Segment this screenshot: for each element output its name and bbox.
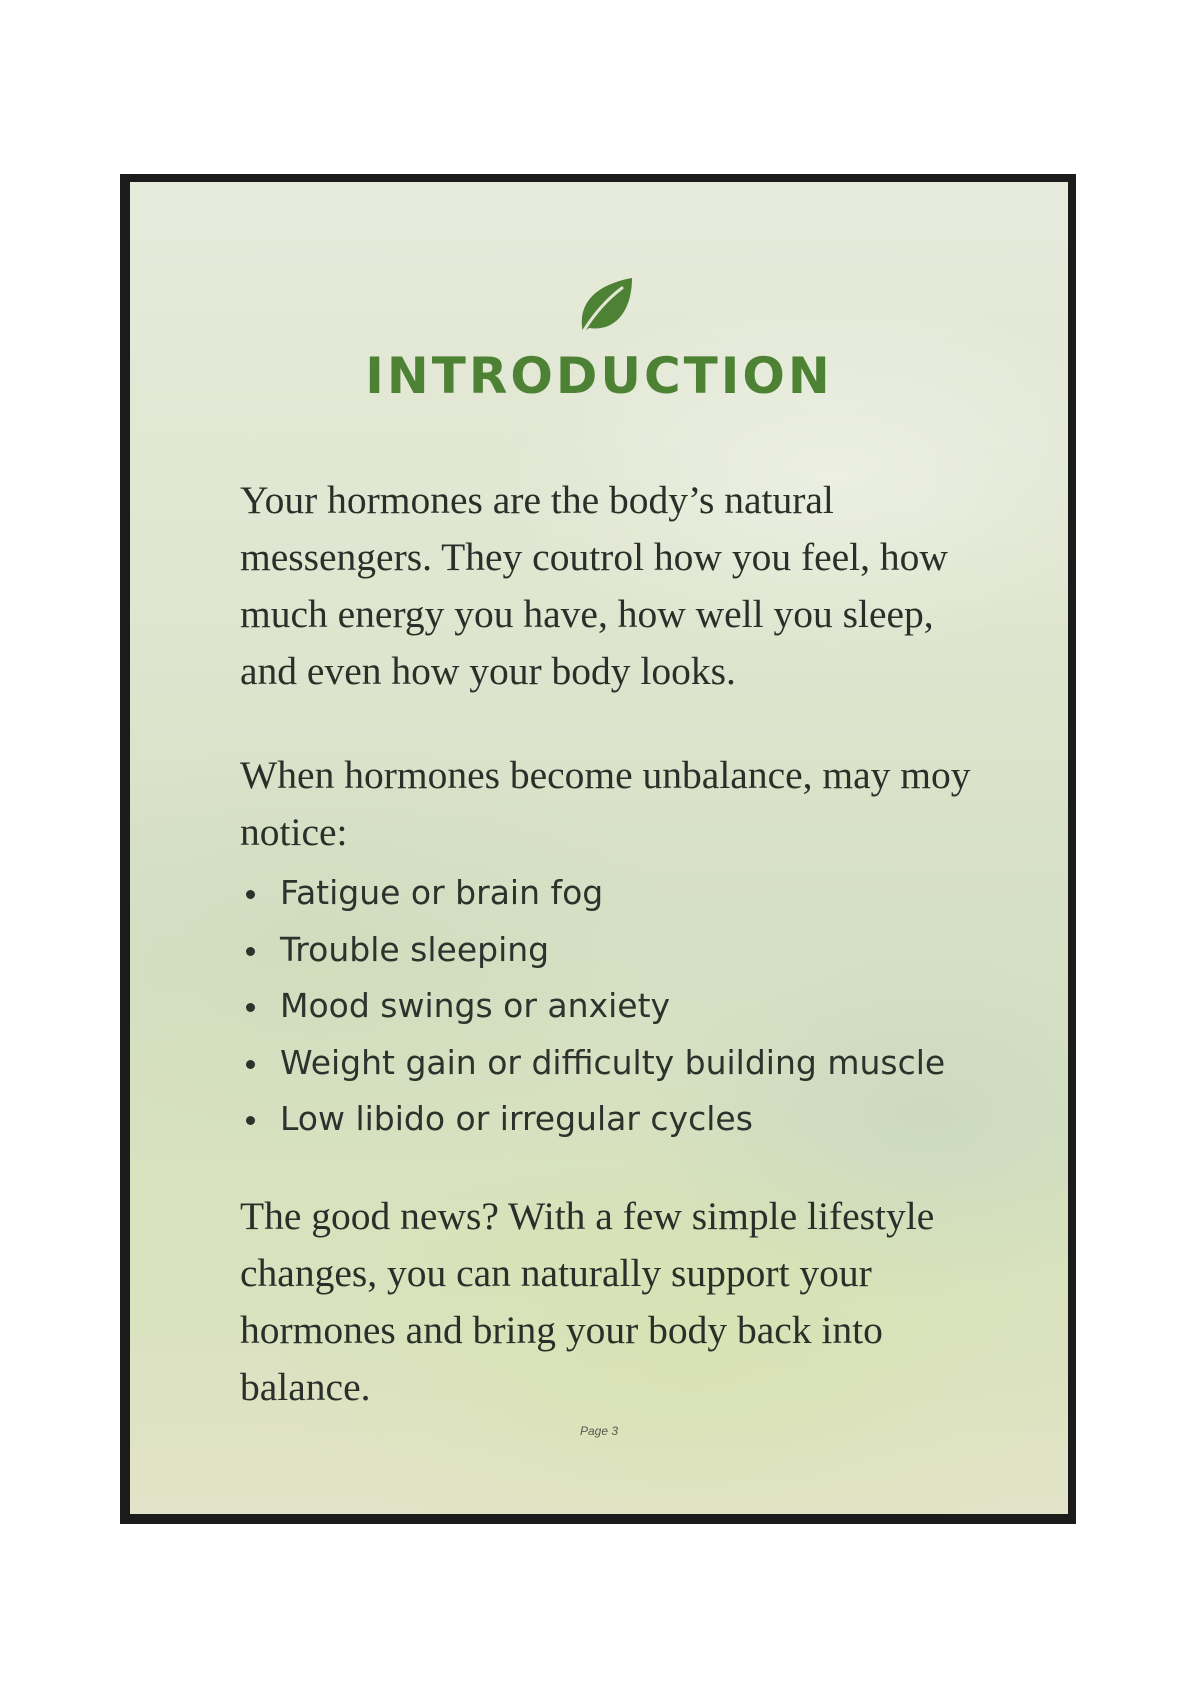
bullet-icon — [246, 1116, 255, 1125]
list-item-text: Low libido or irregular cycles — [280, 1099, 753, 1138]
page-number: Page 3 — [579, 1424, 619, 1438]
page-title: INTRODUCTION — [365, 347, 833, 405]
leaf-icon — [576, 276, 634, 336]
list-item-text: Weight gain or difficulty building muscle — [280, 1042, 946, 1082]
page — [130, 182, 1068, 1514]
list-item — [240, 1091, 1020, 1148]
closing-paragraph: The good news? With a few simple lifestyle changes, you can naturally support your hormones and bring your body back into balance. — [240, 1194, 935, 1409]
bullet-icon — [246, 890, 255, 899]
intro-paragraph: Your hormones are the body’s natural messengers. They coutrol how you feel, how much energy you have, how well you sleep, and even how your body looks. — [240, 478, 948, 693]
list-item-text: Trouble sleeping — [280, 929, 550, 969]
list-item-text: Mood swings or anxiety — [280, 986, 671, 1025]
list-item — [240, 978, 1020, 1035]
bullet-icon — [246, 947, 255, 956]
symptoms-list — [240, 865, 1020, 1148]
symptoms-lead-in: When hormones become unbalance, may moy notice: — [240, 753, 971, 854]
page-frame — [120, 174, 1076, 1524]
list-item — [240, 922, 1020, 979]
list-item — [240, 1035, 1020, 1092]
bullet-icon — [246, 1060, 255, 1069]
list-item-text: Fatigue or brain fog — [280, 873, 604, 912]
bullet-icon — [246, 1003, 255, 1012]
list-item — [240, 865, 1020, 922]
